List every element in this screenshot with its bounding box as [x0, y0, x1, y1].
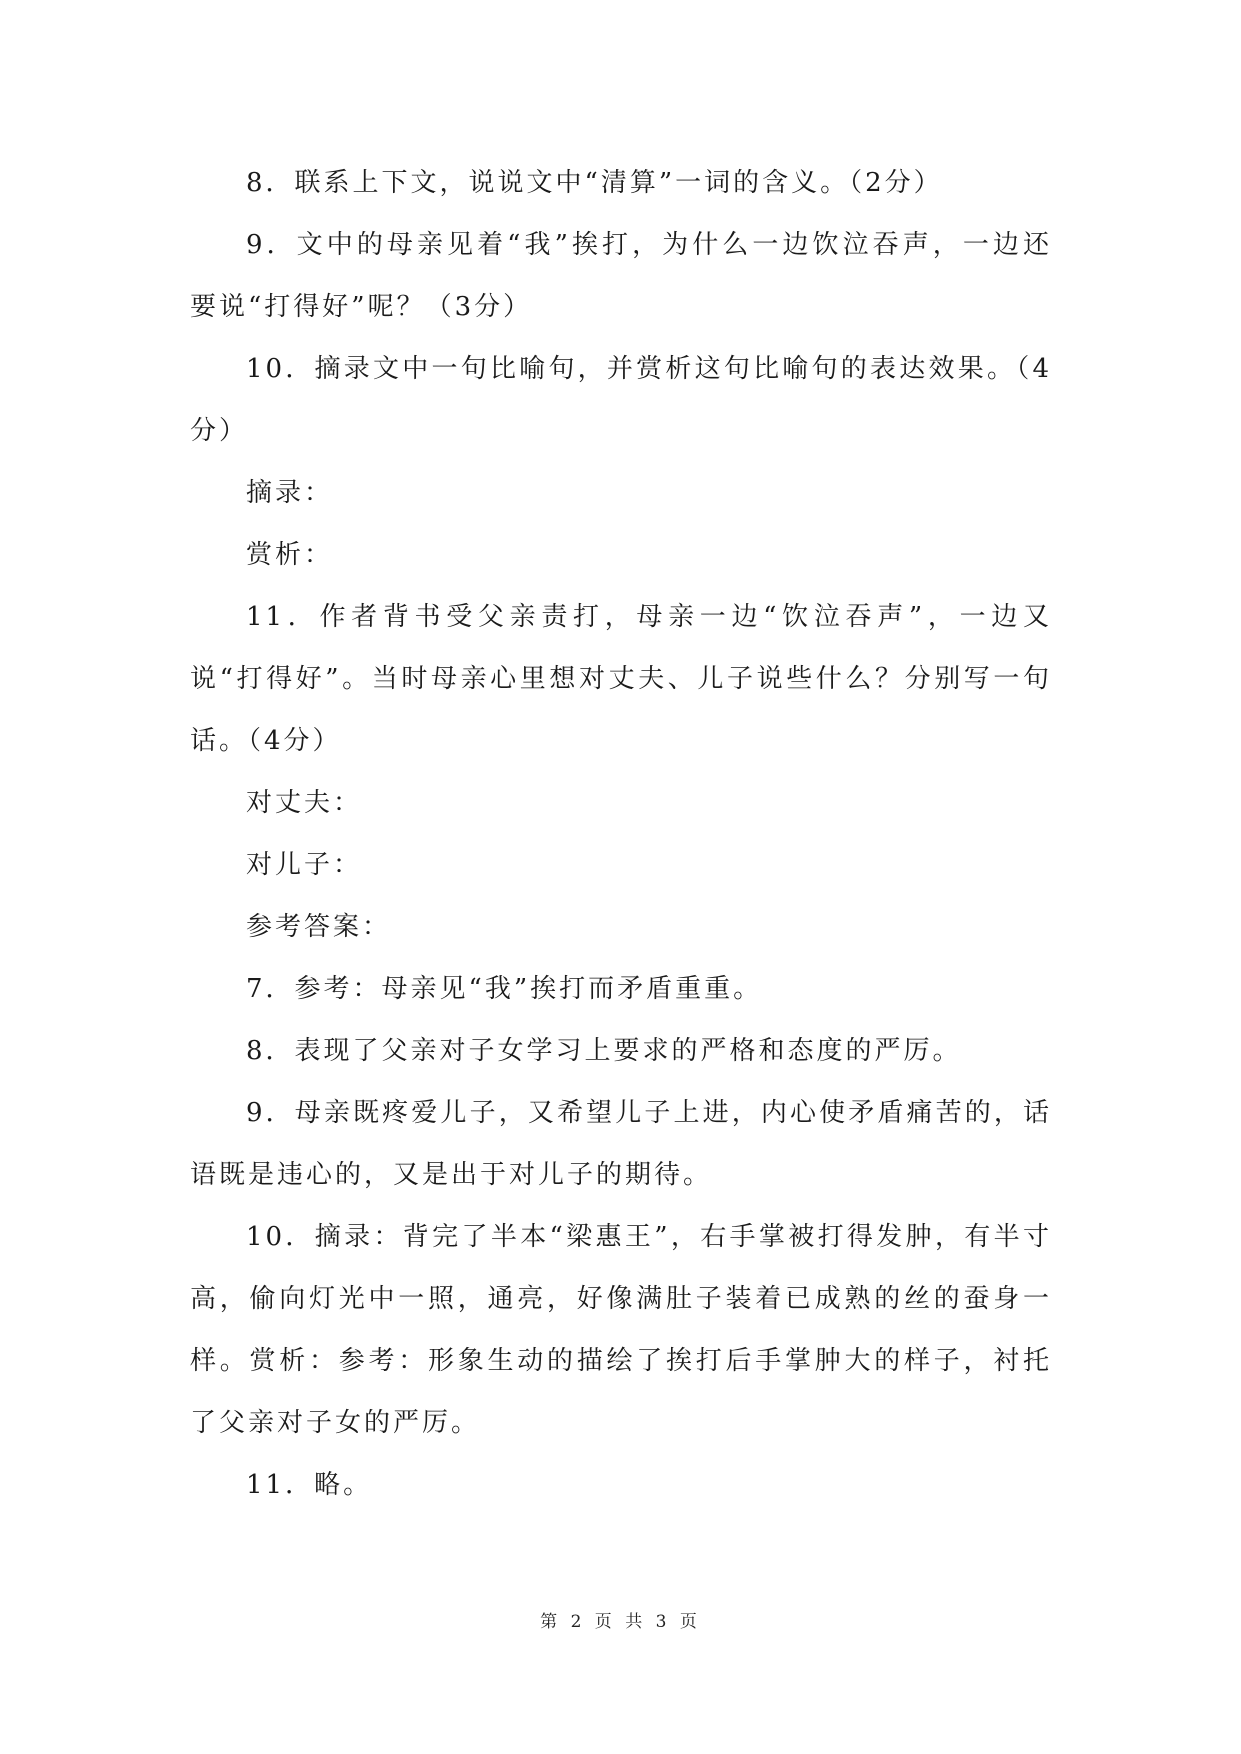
- to-husband-label: 对丈夫：: [246, 788, 363, 818]
- question-8: 8．联系上下文，说说文中“清算”一词的含义。（2分）: [246, 168, 943, 198]
- analysis-label: 赏析：: [246, 540, 334, 570]
- question-9: 9．文中的母亲见着“我”挨打，为什么一边饮泣吞声，一边还要说“打得好”呢？（3分）: [190, 230, 1052, 322]
- page-footer: 第 2 页 共 3 页: [540, 1612, 701, 1632]
- question-11: 11．作者背书受父亲责打，母亲一边“饮泣吞声”，一边又说“打得好”。当时母亲心里想对丈夫、儿子说些什么？分别写一句话。（4分）: [190, 602, 1052, 756]
- answer-7: 7．参考：母亲见“我”挨打而矛盾重重。: [246, 974, 763, 1004]
- excerpt-label: 摘录：: [246, 478, 334, 508]
- answer-9: 9．母亲既疼爱儿子，又希望儿子上进，内心使矛盾痛苦的，话语既是违心的，又是出于对儿子的期待。: [190, 1098, 1052, 1190]
- document-body: [190, 152, 1052, 1516]
- answer-8: 8．表现了父亲对子女学习上要求的严格和态度的严厉。: [246, 1036, 962, 1066]
- to-son-label: 对儿子：: [246, 850, 363, 880]
- answer-key-heading: 参考答案：: [246, 912, 392, 942]
- question-10: 10．摘录文中一句比喻句，并赏析这句比喻句的表达效果。（4分）: [190, 354, 1052, 446]
- answer-10: 10．摘录：背完了半本“梁惠王”，右手掌被打得发肿，有半寸高，偷向灯光中一照，通亮，好像满肚子装着已成熟的丝的蚕身一样。赏析：参考：形象生动的描绘了挨打后手掌肿大的样子，衬托了父亲对子女的严厉。: [190, 1222, 1052, 1438]
- answer-11: 11．略。: [246, 1470, 373, 1500]
